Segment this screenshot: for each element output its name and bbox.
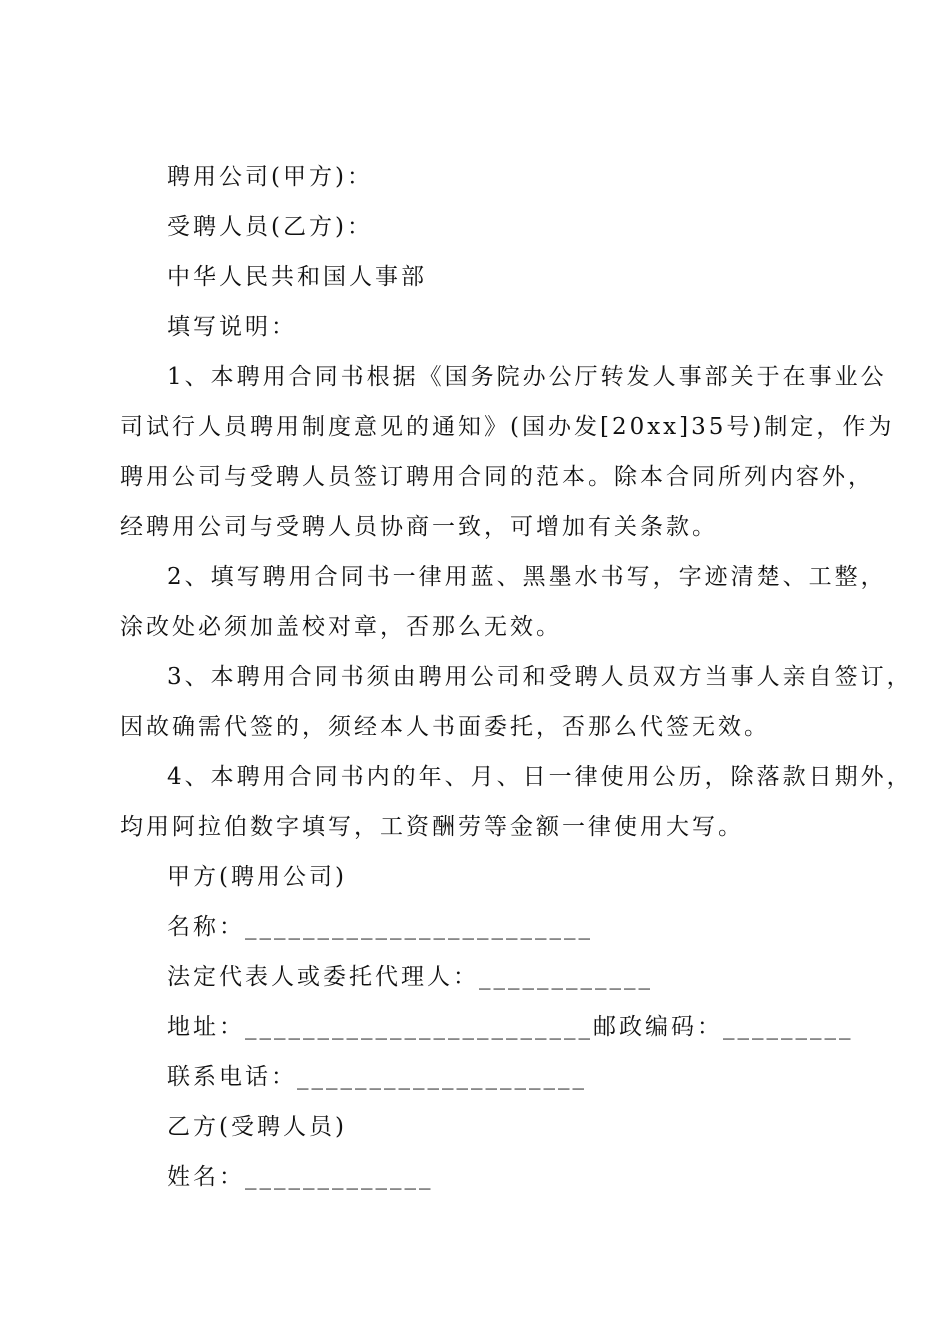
- instructions-title: 填写说明：: [167, 314, 297, 340]
- employee-party-label: 受聘人员(乙方)：: [167, 214, 373, 240]
- issuer-label: 中华人民共和国人事部: [167, 264, 427, 290]
- instruction-3-line-1: 3、本聘用合同书须由聘用公司和受聘人员双方当事人亲自签订，: [167, 664, 913, 690]
- instruction-2-line-1: 2、填写聘用合同书一律用蓝、黑墨水书写，字迹清楚、工整，: [167, 564, 887, 590]
- instruction-1-line-1: 1、本聘用合同书根据《国务院办公厅转发人事部关于在事业公: [167, 364, 887, 390]
- party-a-phone-field: 联系电话：____________________: [167, 1064, 587, 1090]
- instruction-1-line-2: 司试行人员聘用制度意见的通知》(国办发[20xx]35号)制定，作为: [120, 414, 895, 440]
- instruction-4-line-2: 均用阿拉伯数字填写，工资酬劳等金额一律使用大写。: [120, 814, 744, 840]
- party-b-name-field: 姓名：_____________: [167, 1164, 434, 1190]
- party-a-title: 甲方(聘用公司): [167, 864, 347, 890]
- instruction-4-line-1: 4、本聘用合同书内的年、月、日一律使用公历，除落款日期外，: [167, 764, 913, 790]
- instruction-1-line-3: 聘用公司与受聘人员签订聘用合同的范本。除本合同所列内容外，: [120, 464, 874, 490]
- employer-party-label: 聘用公司(甲方)：: [167, 164, 373, 190]
- party-b-title: 乙方(受聘人员): [167, 1114, 347, 1140]
- instruction-1-line-4: 经聘用公司与受聘人员协商一致，可增加有关条款。: [120, 514, 718, 540]
- party-a-address-field: 地址：________________________邮政编码：_________: [167, 1014, 854, 1040]
- party-a-name-field: 名称：________________________: [167, 914, 593, 940]
- instruction-3-line-2: 因故确需代签的，须经本人书面委托，否那么代签无效。: [120, 714, 770, 740]
- instruction-2-line-2: 涂改处必须加盖校对章，否那么无效。: [120, 614, 562, 640]
- party-a-representative-field: 法定代表人或委托代理人：____________: [167, 964, 653, 990]
